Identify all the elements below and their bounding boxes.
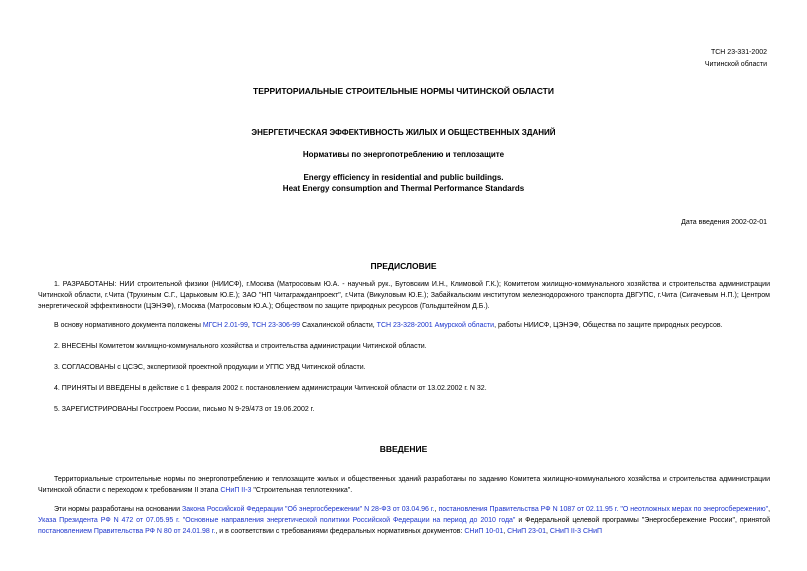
preface-paragraph-6: 5. ЗАРЕГИСТРИРОВАНЫ Госстроем России, письмо N 9-29/473 от 19.06.2002 г.	[54, 406, 315, 413]
text-span: ,	[503, 528, 508, 535]
preface-paragraph-1: 1. РАЗРАБОТАНЫ: НИИ строительной физики (НИИСФ), г.Москва (Матросовым Ю.А. - научный рук., Бутовским И.Н., Климовой Г.К.); Комитетом жилищно-коммунального хозяйства и строительства администрации Читинской области, г.Чита (Трухиным С.Г., Царьковым Ю.Е.); ЗАО "НП Читагражданпроект", г.Чита (Викуловым Ю.Е.); Забайкальским институтом железнодорожного транспорта ДВГУПС, г.Чита (Сигачевым Н.П.); Центром энергетической эффективности (ЦЭНЭФ), г.Москва (Матросовым Ю.А.); Обществом по защите природных ресурсов (Гольдштейном Д.Б.).	[38, 281, 770, 310]
introduction-heading: ВВЕДЕНИЕ	[379, 444, 428, 454]
preface-paragraph-5: 4. ПРИНЯТЫ И ВВЕДЕНЫ в действие с 1 февраля 2002 г. постановлением администрации Читинской области от 13.02.2002 г. N 32.	[54, 385, 487, 392]
link-government-decree-80[interactable]: постановлением Правительства РФ N 80 от 24.01.98 г.	[38, 528, 216, 535]
text-span: Эти нормы разработаны на основании	[54, 506, 182, 513]
introduction-paragraph-1	[38, 474, 770, 496]
document-subtitle: ЭНЕРГЕТИЧЕСКАЯ ЭФФЕКТИВНОСТЬ ЖИЛЫХ И ОБЩЕСТВЕННЫХ ЗДАНИЙ	[251, 128, 556, 137]
link-snip-ii-3-b[interactable]: СНиП II-3	[549, 528, 582, 535]
preface-paragraph-2	[38, 320, 770, 331]
preface-paragraph-4: 3. СОГЛАСОВАНЫ с ЦСЭС, экспертизой проектной продукции и УГПС УВД Читинской области.	[54, 364, 366, 371]
text-span: , работы НИИСФ, ЦЭНЭФ, Общества по защите природных ресурсов.	[494, 322, 723, 329]
text-span: ,	[434, 506, 439, 513]
link-tsn-23-328-2001[interactable]: ТСН 23-328-2001 Амурской области	[376, 322, 495, 329]
text-span: и Федеральной целевой программы "Энергосбережение России", принятой	[515, 517, 770, 524]
document-region: Читинской области	[704, 61, 767, 68]
english-title-line-1: Energy efficiency in residential and public buildings.	[303, 173, 504, 182]
text-span: ,	[768, 506, 771, 513]
document-subtitle-2: Нормативы по энергопотреблению и теплозащите	[302, 150, 505, 159]
link-government-decree-1087[interactable]: постановления Правительства РФ N 1087 от 02.11.95 г. "О неотложных мерах по энергосбережению"	[438, 506, 769, 513]
introduction-date: Дата введения 2002-02-01	[681, 219, 767, 226]
document-title: ТЕРРИТОРИАЛЬНЫЕ СТРОИТЕЛЬНЫЕ НОРМЫ ЧИТИНСКОЙ ОБЛАСТИ	[253, 86, 554, 96]
text-span: ,	[546, 528, 550, 535]
link-energy-saving-law[interactable]: Закона Российской Федерации "Об энергосбережении" N 28-ФЗ от 03.04.96 г.	[181, 506, 435, 513]
link-presidential-decree-472[interactable]: Указа Президента РФ N 472 от 07.05.95 г. "Основные направления энергетической политики Российской Федерации на период до 2010 года"	[38, 517, 516, 524]
text-span: ,	[247, 322, 252, 329]
text-span: , и в соответствии с требованиями федеральных нормативных документов:	[215, 528, 465, 535]
link-mgsn-2-01-99[interactable]: МГСН 2.01-99	[202, 322, 248, 329]
text-span: "Строительная теплотехника".	[251, 487, 353, 494]
preface-heading: ПРЕДИСЛОВИЕ	[370, 261, 437, 271]
link-snip-10-01[interactable]: СНиП 10-01	[464, 528, 504, 535]
document-code: ТСН 23-331-2002	[710, 49, 767, 56]
text-span: Сахалинской области,	[300, 322, 377, 329]
preface-paragraph-3: 2. ВНЕСЕНЫ Комитетом жилищно-коммунального хозяйства и строительства администрации Читинской области.	[54, 343, 427, 350]
link-snip-23-01[interactable]: СНиП 23-01	[507, 528, 547, 535]
document-code-block	[705, 47, 767, 71]
link-snip-ii-3[interactable]: СНиП II-3	[220, 487, 252, 494]
english-title	[0, 172, 807, 194]
text-span: В основу нормативного документа положены	[54, 322, 203, 329]
link-snip[interactable]: СНиП	[583, 528, 603, 535]
link-tsn-23-306-99[interactable]: ТСН 23-306-99	[251, 322, 301, 329]
introduction-paragraph-2	[38, 504, 770, 537]
text-span: Территориальные строительные нормы по энергопотреблению и теплозащите жилых и общественных зданий разработаны по заданию Комитета жилищно-коммунального хозяйства и строительства администрации Читинской области с переходом к требованиям II этапа	[38, 476, 770, 494]
english-title-line-2: Heat Energy consumption and Thermal Performance Standards	[282, 184, 525, 193]
